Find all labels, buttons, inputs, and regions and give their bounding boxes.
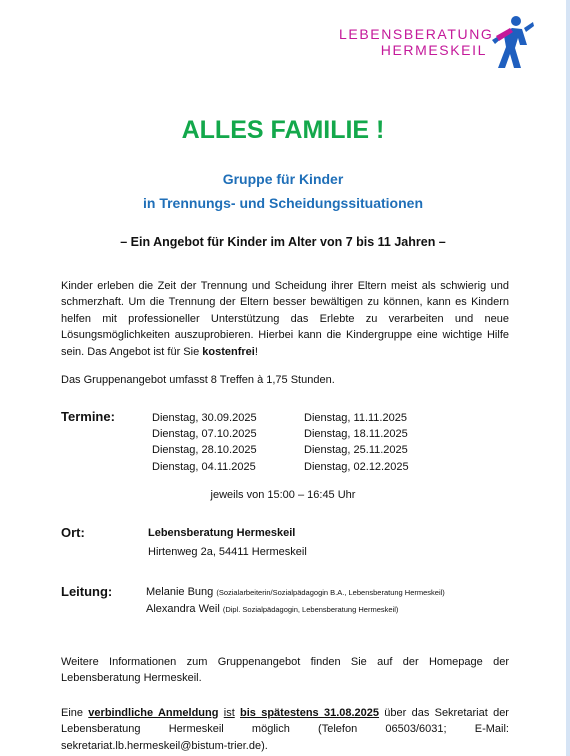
ort-label: Ort: (61, 525, 85, 540)
place-address: Hirtenweg 2a, 54411 Hermeskeil (148, 546, 307, 558)
leader-name: Melanie Bung (146, 586, 214, 598)
logo (339, 14, 539, 74)
reg-binding-registration: verbindliche Anmeldung (88, 707, 219, 719)
logo-line-1: LEBENSBERATUNG (339, 26, 494, 42)
reg-text-4: über das Sekretariat der Lebensberatung Hermeskeil möglich (Telefon 06503/6031; E-Mail: sekretariat.lb.hermeskeil@bistum-trier.de). (61, 707, 509, 752)
page-title: ALLES FAMILIE ! (181, 116, 385, 144)
dates-column-right (304, 410, 444, 475)
leader-item (146, 586, 445, 598)
leitung-label: Leitung: (61, 584, 113, 599)
logo-line-2: HERMESKEIL (380, 42, 487, 58)
intro-end: ! (254, 345, 258, 358)
date-item: Dienstag, 28.10.2025 (152, 444, 257, 457)
subtitle-line-1: Gruppe für Kinder (222, 171, 344, 187)
leader-role: (Sozialarbeiterin/Sozialpädagogin B.A., Lebensberatung Hermeskeil) (216, 588, 445, 597)
date-item: Dienstag, 11.11.2025 (304, 412, 407, 424)
date-item: Dienstag, 04.11.2025 (152, 460, 256, 473)
leader-item (146, 603, 398, 615)
subtitle-line-2: in Trennungs- und Scheidungssituationen (143, 195, 423, 211)
age-line: – Ein Angebot für Kinder im Alter von 7 bis 11 Jahren – (120, 235, 446, 249)
page-edge (566, 0, 570, 756)
reg-deadline: bis spätestens 31.08.2025 (240, 707, 380, 719)
place-name: Lebensberatung Hermeskeil (148, 527, 296, 539)
intro-text: Kinder erleben die Zeit der Trennung und Scheidung ihrer Eltern meist als schwierig und schmerzhaft. Um die Trennung der Eltern besser bewältigen zu können, kann es Kindern helfen mit professioneller Unterstützung das Erlebte zu verarbeiten und neue Lösungsmöglichkeiten auszuprobieren. Hierbei kann die Kindergruppe eine wichtige Hilfe sein. Das Angebot ist für Sie (61, 280, 509, 358)
reg-is: ist (223, 707, 235, 719)
reg-text-1: Eine (61, 707, 89, 719)
termine-label: Termine: (61, 409, 115, 424)
logo-text (339, 26, 494, 58)
leader-name: Alexandra Weil (146, 603, 220, 615)
registration-paragraph (61, 705, 509, 754)
info-paragraph: Weitere Informationen zum Gruppenangebot finden Sie auf der Homepage der Lebensberatung Hermeskeil. (61, 656, 509, 685)
intro-paragraph (61, 278, 509, 360)
date-item: Dienstag, 02.12.2025 (304, 460, 409, 473)
time-text: jeweils von 15:00 – 16:45 Uhr (210, 489, 356, 501)
date-item: Dienstag, 25.11.2025 (304, 444, 408, 457)
date-item: Dienstag, 30.09.2025 (152, 412, 257, 424)
intro-free-emphasis: kostenfrei (202, 345, 255, 358)
person-figure-icon (491, 14, 535, 70)
date-item: Dienstag, 07.10.2025 (152, 428, 257, 441)
dates-column-left (152, 410, 292, 475)
leader-role: (Dipl. Sozialpädagogin, Lebensberatung Hermeskeil) (222, 605, 399, 614)
offer-text: Das Gruppenangebot umfasst 8 Treffen à 1,75 Stunden. (61, 374, 335, 386)
date-item: Dienstag, 18.11.2025 (304, 428, 408, 441)
